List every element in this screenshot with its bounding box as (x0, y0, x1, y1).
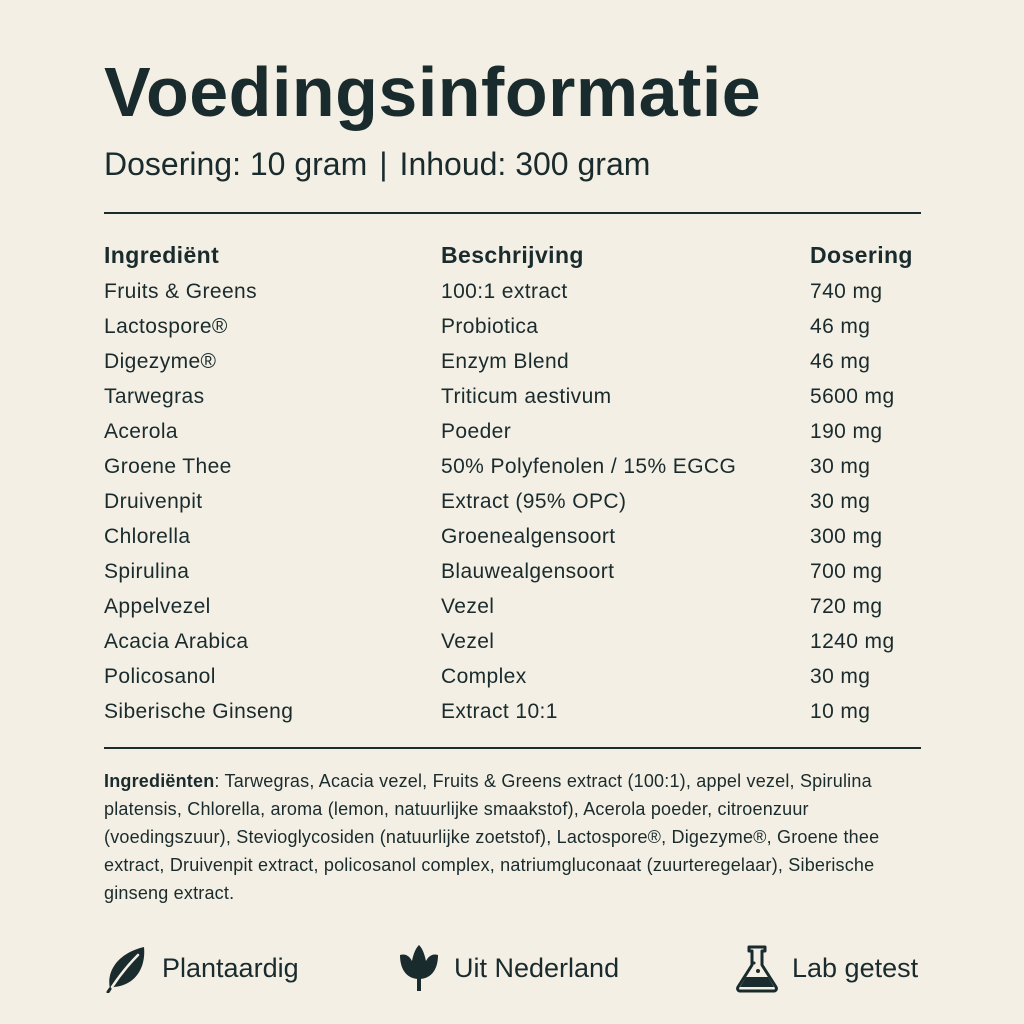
ingredient-cell: Appelvezel (104, 594, 211, 618)
content-text: Inhoud: 300 gram (399, 146, 651, 182)
table-row (104, 379, 924, 414)
badge-lab-tested (734, 940, 918, 996)
description-cell: 100:1 extract (441, 279, 568, 303)
dosage-cell: 30 mg (810, 664, 871, 688)
description-cell: Vezel (441, 629, 495, 653)
ingredients-paragraph (104, 767, 924, 907)
table-row (104, 344, 924, 379)
header-ingredient: Ingrediënt (104, 241, 220, 268)
description-cell: Enzym Blend (441, 349, 570, 373)
dosage-cell: 30 mg (810, 489, 871, 513)
description-cell: Probiotica (441, 314, 539, 338)
badge-label: Plantaardig (162, 952, 299, 983)
description-cell: Groenealgensoort (441, 524, 616, 548)
tulip-icon (396, 943, 442, 993)
table-row (104, 589, 924, 624)
ingredient-cell: Fruits & Greens (104, 279, 258, 303)
badge-label: Lab getest (792, 952, 919, 983)
dosage-cell: 10 mg (810, 699, 871, 723)
dosage-cell: 1240 mg (810, 629, 895, 653)
description-cell: Blauwealgensoort (441, 559, 615, 583)
dosage-cell: 740 mg (810, 279, 883, 303)
dosage-cell: 300 mg (810, 524, 883, 548)
bottom-divider (104, 747, 921, 749)
ingredient-cell: Spirulina (104, 559, 190, 583)
header-description: Beschrijving (441, 241, 584, 268)
table-row (104, 694, 924, 729)
ingredients-text: : Tarwegras, Acacia vezel, Fruits & Greens extract (100:1), appel vezel, Spirulina platensis, Chlorella, aroma (lemon, natuurlijke smaakstof), Acerola poeder, citroenzuur (voedingszuur), Stevioglycosiden (natuurlijke zoetstof), Lactospore®, Digezyme®, Groene thee extract, Druivenpit extract, policosanol complex, natriumgluconaat (zuurteregelaar), Siberische ginseng extract. (104, 771, 880, 903)
dosage-text: Dosering: 10 gram (104, 146, 368, 182)
dosage-cell: 30 mg (810, 454, 871, 478)
ingredient-cell: Tarwegras (104, 384, 205, 408)
subtitle (104, 145, 650, 183)
description-cell: Poeder (441, 419, 512, 443)
table-row (104, 659, 924, 694)
ingredient-cell: Lactospore® (104, 314, 228, 338)
dosage-cell: 720 mg (810, 594, 883, 618)
ingredient-cell: Siberische Ginseng (104, 699, 294, 723)
ingredient-cell: Policosanol (104, 664, 216, 688)
table-body (104, 274, 924, 729)
table-row (104, 449, 924, 484)
description-cell: 50% Polyfenolen / 15% EGCG (441, 454, 737, 478)
top-divider (104, 212, 921, 214)
table-header-row (104, 236, 924, 274)
dosage-cell: 700 mg (810, 559, 883, 583)
ingredient-cell: Digezyme® (104, 349, 217, 373)
dosage-cell: 190 mg (810, 419, 883, 443)
dosage-cell: 5600 mg (810, 384, 895, 408)
description-cell: Extract 10:1 (441, 699, 558, 723)
table-row (104, 414, 924, 449)
description-cell: Complex (441, 664, 527, 688)
description-cell: Vezel (441, 594, 495, 618)
ingredient-cell: Druivenpit (104, 489, 203, 513)
table-row (104, 274, 924, 309)
description-cell: Extract (95% OPC) (441, 489, 627, 513)
subtitle-separator: | (379, 146, 388, 182)
ingredient-cell: Chlorella (104, 524, 191, 548)
ingredient-cell: Acacia Arabica (104, 629, 249, 653)
table-row (104, 484, 924, 519)
ingredient-cell: Acerola (104, 419, 179, 443)
page-title: Voedingsinformatie (104, 53, 762, 131)
badge-plant-based (104, 940, 299, 996)
badge-label: Uit Nederland (454, 952, 620, 983)
ingredient-cell: Groene Thee (104, 454, 232, 478)
description-cell: Triticum aestivum (441, 384, 612, 408)
header-dosage: Dosering (810, 241, 913, 268)
table-row (104, 554, 924, 589)
nutrition-table (104, 236, 924, 729)
flask-icon (734, 943, 780, 993)
table-row (104, 624, 924, 659)
ingredients-label: Ingrediënten (104, 771, 215, 791)
badge-from-netherlands (396, 940, 619, 996)
leaf-icon (104, 943, 150, 993)
dosage-cell: 46 mg (810, 349, 871, 373)
table-row (104, 519, 924, 554)
dosage-cell: 46 mg (810, 314, 871, 338)
table-row (104, 309, 924, 344)
